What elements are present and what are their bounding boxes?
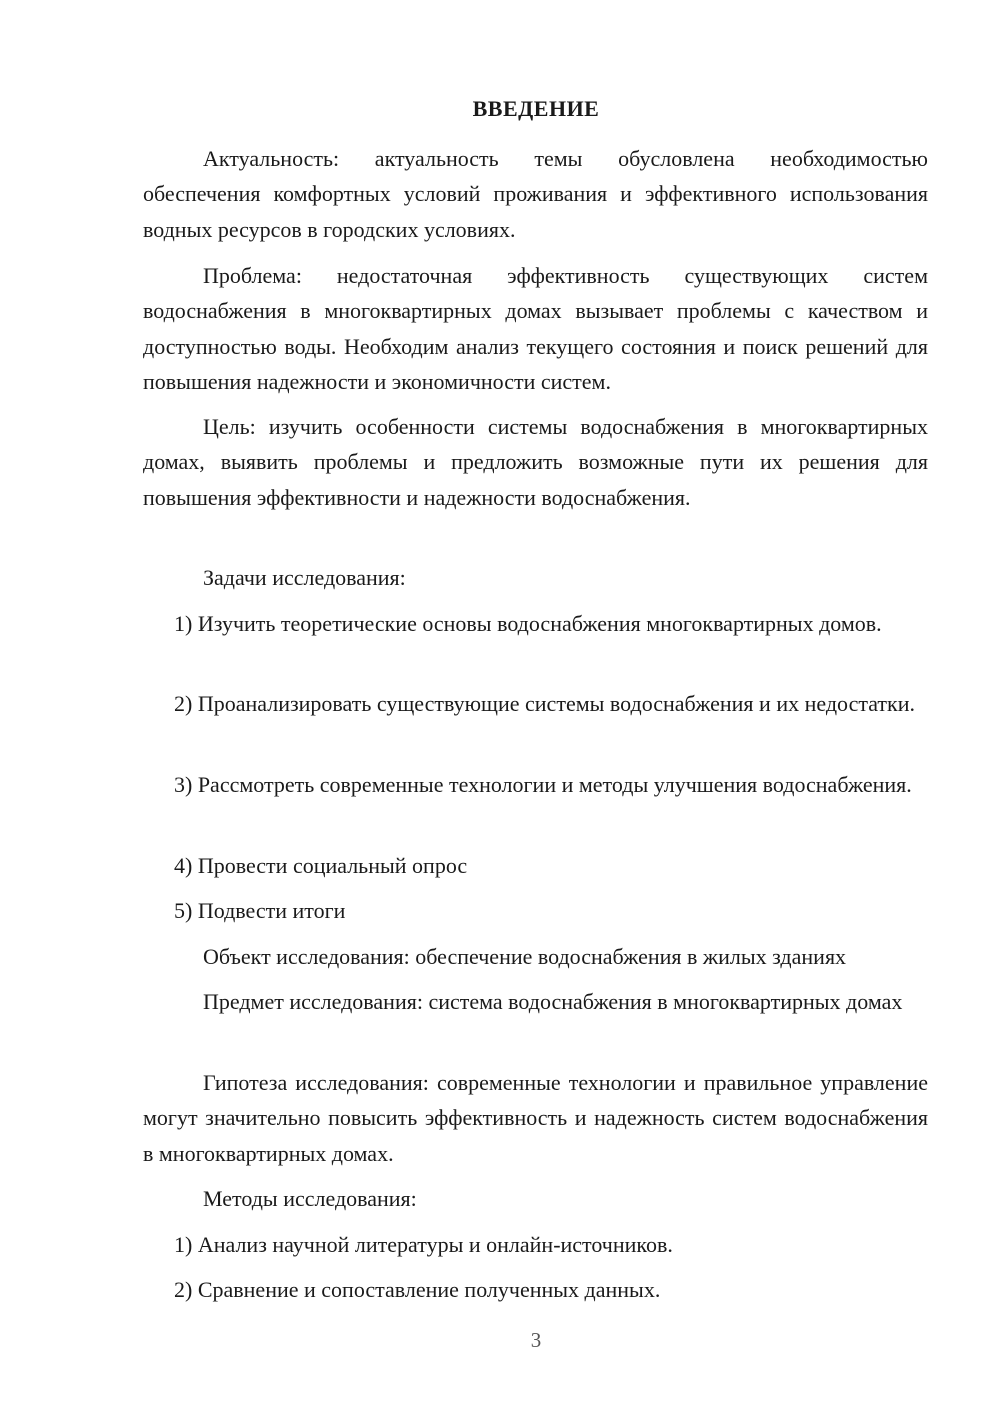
task-item-5: 5) Подвести итоги — [174, 898, 346, 923]
method-item-1: 1) Анализ научной литературы и онлайн-источников. — [174, 1232, 673, 1257]
hypothesis-paragraph: Гипотеза исследования: современные технологии и правильное управление могут значительно повысить эффективность и надежность систем водоснабжения в многоквартирных домах. — [143, 1070, 928, 1166]
method-item-2: 2) Сравнение и сопоставление полученных данных. — [174, 1277, 661, 1302]
page-number: 3 — [530, 1328, 542, 1352]
goal-paragraph: Цель: изучить особенности системы водоснабжения в многоквартирных домах, выявить проблемы и предложить возможные пути их решения для повышения эффективности и надежности водоснабжения. — [143, 414, 928, 510]
page-title: ВВЕДЕНИЕ — [472, 96, 600, 121]
tasks-heading: Задачи исследования: — [203, 565, 406, 590]
task-item-4: 4) Провести социальный опрос — [174, 853, 468, 878]
task-item-2: 2) Проанализировать существующие системы водоснабжения и их недостатки. — [174, 691, 915, 716]
task-item-3: 3) Рассмотреть современные технологии и методы улучшения водоснабжения. — [174, 772, 912, 797]
subject-paragraph: Предмет исследования: система водоснабжения в многоквартирных домах — [203, 989, 903, 1014]
problem-paragraph: Проблема: недостаточная эффективность существующих систем водоснабжения в многоквартирных домах вызывает проблемы с качеством и доступностью воды. Необходим анализ текущего состояния и поиск решений для повышения надежности и экономичности систем. — [143, 263, 928, 394]
relevance-paragraph: Актуальность: актуальность темы обусловлена необходимостью обеспечения комфортных условий проживания и эффективного использования водных ресурсов в городских условиях. — [143, 146, 928, 242]
task-item-1: 1) Изучить теоретические основы водоснабжения многоквартирных домов. — [174, 611, 882, 636]
object-paragraph: Объект исследования: обеспечение водоснабжения в жилых зданиях — [203, 944, 847, 969]
methods-heading: Методы исследования: — [203, 1186, 417, 1211]
